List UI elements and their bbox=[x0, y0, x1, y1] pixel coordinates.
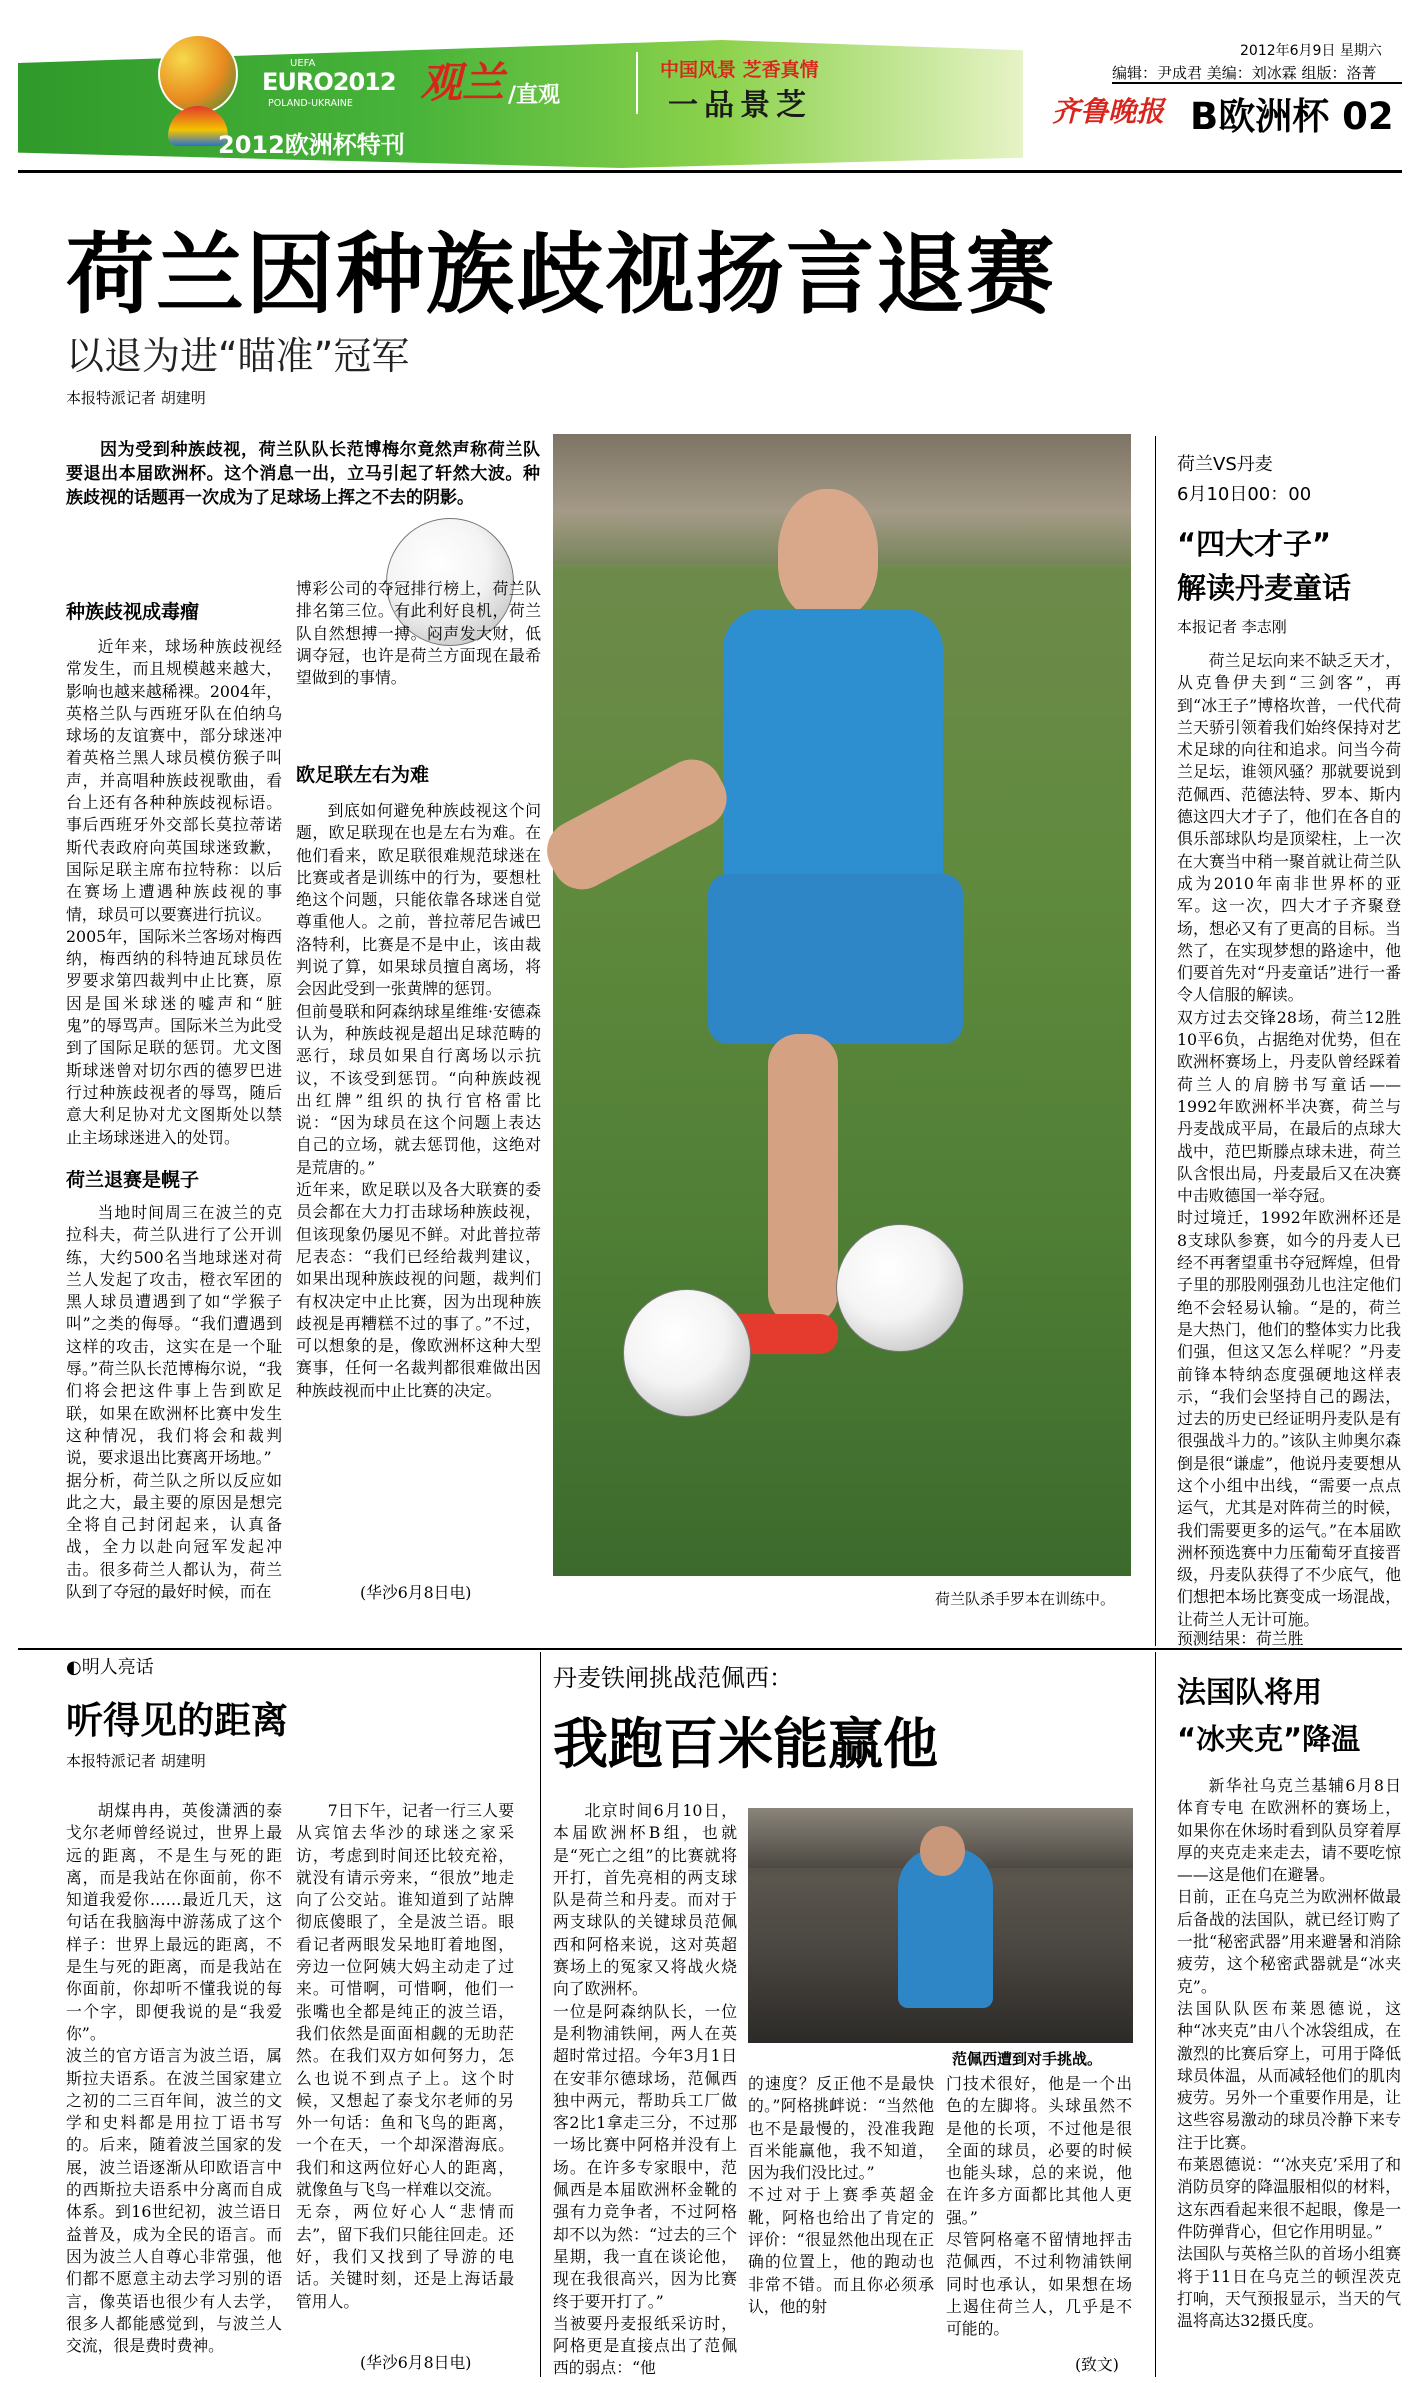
prediction: 预测结果：荷兰胜 bbox=[1177, 1629, 1304, 1648]
lead-source: (华沙6月8日电) bbox=[360, 1583, 472, 1602]
euro-trophy-icon bbox=[158, 34, 238, 114]
column-source: (华沙6月8日电) bbox=[360, 2353, 472, 2372]
player-leg-standing bbox=[768, 1034, 838, 1324]
euro-wordmark: EURO2012 bbox=[262, 68, 396, 96]
match-time: 6月10日00：00 bbox=[1177, 484, 1312, 505]
column-kicker-label: 明人亮话 bbox=[81, 1657, 154, 1678]
column-body-1: 胡煤冉冉，英俊潇洒的泰戈尔老师曾经说过，世界上最远的距离，不是生与死的距离，而是我站在你面前，你不知道我爱你……最近几天，这句话在我脑海中游荡成了这个样子：世界上最远的距离，不是生与死的距离，而是我站在你面前，你却听不懂我说的每一个字，即便我说的是“我爱你”。 波兰的官方语言为波兰语，属斯拉夫语系。在波兰国家建立之初的二三百年间，波兰的文学和史料都是用拉丁语书写的。后来，随着波兰国家的发展，波兰语逐渐从印欧语言中的西斯拉夫语系中分离而自成体系。到16世纪初，波兰语日益普及，成为全民的语言。而因为波兰人自尊心非常强，他们都不愿意主动去学习别的语言，像英语也很少有人去学，很多人都能感觉到，与波兰人交流，很是费时费神。 bbox=[66, 1801, 282, 2356]
right-title-1: “四大才子” bbox=[1177, 527, 1332, 561]
lead-subhead: 以退为进“瞄准”冠军 bbox=[66, 334, 410, 378]
section-label: B欧洲杯 02 bbox=[1190, 95, 1394, 138]
euro-subtitle: POLAND-UKRAINE bbox=[268, 98, 353, 109]
right-byline: 本报记者 李志刚 bbox=[1177, 618, 1287, 636]
center-column-2: 的速度？反正他不是最快的。”阿格挑衅说：“当然他也不是最慢的，没准我跑百米能赢他，我不知道，因为我们没比过。” 不过对于上赛季英超金靴，阿格也给出了肯定的评价：“很显然他出现在正确的位置上，他的跑动也非常不错。而且你必须承认，他的射 bbox=[748, 2074, 934, 2316]
ad-slogan: 中国风景 芝香真情 bbox=[660, 59, 819, 81]
center-column-1: 北京时间6月10日，本届欧洲杯B组，也就是“死亡之组”的比赛就将开打，首先亮相的两支球队是荷兰和丹麦。而对于两支球队的关键球员范佩西和阿格来说，这对英超赛场上的冤家又将战火烧向了欧洲杯。 一位是阿森纳队长，一位是利物浦铁闸，两人在英超时常过招。今年3月1日在安菲尔德球场，范佩西独中两元，帮助兵工厂做客2比1拿走三分，不过那一场比赛中阿格并没有上场。在许多专家眼中，范佩西是本届欧洲杯金靴的强有力竞争者，不过阿格却不以为然：“过去的三个星期，我一直在谈论他，现在我很高兴，因为比赛终于要开打了。” 当被要丹麦报纸采访时，阿格更是直接点出了范佩西的弱点：“他 bbox=[553, 1801, 737, 2378]
header-rule bbox=[1112, 82, 1402, 84]
right-column-rule bbox=[1155, 436, 1156, 1646]
header-divider bbox=[636, 52, 638, 114]
column-kicker bbox=[66, 1653, 154, 1679]
bulb-icon: ◐ bbox=[66, 1657, 82, 1678]
zhi-guan-title: /直观 bbox=[508, 83, 561, 108]
column-title: 听得见的距离 bbox=[66, 1699, 288, 1742]
van-persie-photo bbox=[748, 1808, 1133, 2043]
right-body: 荷兰足坛向来不缺乏天才，从克鲁伊夫到“三剑客”，再到“冰王子”博格坎普，一代代荷兰天骄引领着我们始终保持对艺术足球的向往和追求。问当今荷兰足坛，谁领风骚？那就要说到范佩西、范德法特、罗本、斯内德这四大才子了，他们在各自的俱乐部球队均是顶梁柱，上一次在大赛当中稍一聚首就让荷兰队成为2010年南非世界杯的亚军。这一次，四大才子齐聚登场，想必又有了更高的目标。当然了，在实现梦想的路途中，他们要首先对“丹麦童话”进行一番令人信服的解读。 双方过去交锋28场，荷兰12胜10平6负，占据绝对优势，但在欧洲杯赛场上，丹麦队曾经踩着荷兰人的肩膀书写童话——1992年欧洲杯半决赛，荷兰与丹麦战成平局，在最后的点球大战中，范巴斯滕点球未进，荷兰队含恨出局，丹麦最后又在决赛中击败德国一举夺冠。 时过境迁，1992年欧洲杯还是8支球队参赛，如今的丹麦人已经不再奢望重书夺冠辉煌，但骨子里的那股刚强劲儿也注定他们绝不会轻易认输。“是的，荷兰是大热门，他们的整体实力比我们强，但这又怎么样呢？”丹麦前锋本特纳态度强硬地这样表示，“我们会坚持自己的踢法，过去的历史已经证明丹麦队是有很强战斗力的。”该队主帅奥尔森倒是很“谦虚”，他说丹麦要想从这个小组中出线，“需要一点点运气，尤其是对阵荷兰的时候，我们需要更多的运气。”在本届欧洲杯预选赛中力压葡萄牙直接晋级，丹麦队获得了不少底气，他们想把本场比赛变成一场混战，让荷兰人无计可施。 bbox=[1177, 651, 1401, 1629]
player-shirt bbox=[723, 609, 943, 909]
lower-right-rule bbox=[1155, 1652, 1156, 2377]
france-body: 新华社乌克兰基辅6月8日体育专电 在欧洲杯的赛场上，如果你在休场时看到队员穿着厚厚的夹克走来走去，请不要吃惊——这是他们在避暑。 日前，正在乌克兰为欧洲杯做最后备战的法国队，就已经订购了一批“秘密武器”用来避暑和消除疲劳，这个秘密武器就是“冰夹克”。 法国队队医布莱恩德说，这种“冰夹克”由八个冰袋组成，在激烈的比赛后穿上，可用于降低球员体温，从而减轻他们的肌肉疲劳。另外一个重要作用是，让这些容易激动的球员冷静下来专注于比赛。 布莱恩德说：“‘冰夹克’采用了和消防员穿的降温服相似的材料，这东西看起来很不起眼，像是一件防弹背心，但它作用明显。” 法国队与英格兰队的首场小组赛将于11日在乌克兰的顿涅茨克打响，天气预报显示，当天的气温将高达32摄氏度。 bbox=[1177, 1776, 1401, 2331]
uefa-label: UEFA bbox=[290, 58, 316, 69]
right-title-2: 解读丹麦童话 bbox=[1177, 571, 1352, 605]
issue-date: 2012年6月9日 星期六 bbox=[1240, 43, 1382, 59]
lead-column-2b: 到底如何避免种族歧视这个问题，欧足联现在也是左右为难。在他们看来，欧足联很难规范球迷在比赛或者是训练中的行为，要想杜绝这个问题，只能依靠各球迷自觉尊重他人。之前，普拉蒂尼告诫巴洛特利，比赛是不是中止，该由裁判说了算，如果球员擅自离场，将会因此受到一张黄牌的惩罚。 但前曼联和阿森纳球星维维·安德森认为，种族歧视是超出足球范畴的恶行，球员如果自行离场以示抗议，不该受到惩罚。“向种族歧视出红牌”组织的执行官格雷比说：“因为球员在这个问题上表达自己的立场，就去惩罚他，这绝对是荒唐的。” 近年来，欧足联以及各大联赛的委员会都在大力打击球场种族歧视，但该现象仍屡见不鲜。对此普拉蒂尼表态：“我们已经给裁判建议，如果出现种族歧视的问题，裁判们有权决定中止比赛，因为出现种族歧视是再糟糕不过的事了。”不过，可以想象的是，像欧洲杯这种大型赛事，任何一名裁判都很难做出因种族歧视而中止比赛的决定。 bbox=[296, 801, 541, 1400]
subhead-uefa: 欧足联左右为难 bbox=[296, 764, 430, 786]
lead-column-2a: 博彩公司的夺冠排行榜上，荷兰队排名第三位。有此利好良机，荷兰队自然想搏一搏。闷声发大财，低调夺冠，也许是荷兰方面现在最希望做到的事情。 bbox=[296, 579, 541, 688]
editor-credits: 编辑：尹成君 美编：刘冰霖 组版：洛菁 bbox=[1112, 64, 1377, 82]
ball-right bbox=[836, 1224, 964, 1352]
center-photo-caption: 范佩西遭到对手挑战。 bbox=[952, 2050, 1103, 2068]
france-title-1: 法国队将用 bbox=[1177, 1675, 1323, 1709]
lead-intro: 因为受到种族歧视，荷兰队队长范博梅尔竟然声称荷兰队要退出本届欧洲杯。这个消息一出，立马引起了轩然大波。种族歧视的话题再一次成为了足球场上挥之不去的阴影。 bbox=[66, 440, 540, 508]
ad-brand: 一品景芝 bbox=[668, 88, 812, 123]
lead-byline: 本报特派记者 胡建明 bbox=[66, 389, 206, 407]
column-body-2: 7日下午，记者一行三人要从宾馆去华沙的球迷之家采访，考虑到时间还比较充裕，就没有请示旁来，“很放”地走向了公交站。谁知道到了站牌彻底傻眼了，全是波兰语。眼看记者两眼发呆地盯着地图，旁边一位阿姨大妈主动走了过来。可惜啊，可惜啊，他们一张嘴也全都是纯正的波兰语，我们依然是面面相觑的无助茫然。在我们双方如何努力，怎么也说不到点子上。这个时候，又想起了泰戈尔老师的另外一句话：鱼和飞鸟的距离，一个在天，一个却深潜海底。我们和这两位好心人的距离，就像鱼与飞鸟一样难以交流。 无奈，两位好心人“悲情而去”，留下我们只能往回走。还好，我们又找到了导游的电话。关键时刻，还是上海话最管用人。 bbox=[296, 1801, 514, 2311]
player-head bbox=[778, 489, 878, 619]
ball-left bbox=[623, 1289, 751, 1417]
lead-headline: 荷兰因种族歧视扬言退赛 bbox=[66, 223, 1057, 326]
player-leg-raised bbox=[537, 749, 738, 900]
main-photo-caption: 荷兰队杀手罗本在训练中。 bbox=[935, 1590, 1116, 1608]
subhead-withdraw: 荷兰退赛是幌子 bbox=[66, 1169, 200, 1191]
player-head-2 bbox=[920, 1826, 965, 1876]
guan-lan-title: 观兰 bbox=[420, 58, 505, 107]
lead-column-1b: 当地时间周三在波兰的克拉科夫，荷兰队进行了公开训练，大约500名当地球迷对荷兰人发起了攻击，橙衣军团的黑人球员遭遇到了如“学猴子叫”之类的侮辱。“我们遭遇到这样的攻击，这实在是一个耻辱。”荷兰队长范博梅尔说，“我们将会把这件事上告到欧足联，如果在欧洲杯比赛中发生这种情况，我们将会和裁判说，要求退出比赛离开场地。” 据分析，荷兰队之所以反应如此之大，最主要的原因是想完全将自己封闭起来，认真备战，全力以赴向冠军发起冲击。很多荷兰人都认为，荷兰队到了夺冠的最好时候，而在 bbox=[66, 1203, 282, 1602]
masthead-rule bbox=[18, 170, 1402, 173]
center-column-3: 门技术很好，他是一个出色的左脚将。头球虽然不是他的长项，不过他是很全面的球员，必要的时候也能头球，总的来说，他在许多方面都比其他人更强。” 尽管阿格毫不留情地抨击范佩西，不过利物浦铁闸同时也承认，如果想在场上遏住荷兰人，几乎是不可能的。 bbox=[946, 2074, 1132, 2339]
player-shorts bbox=[708, 874, 963, 1044]
lead-column-1: 近年来，球场种族歧视经常发生，而且规模越来越大，影响也越来越稀裸。2004年，英格兰队与西班牙队在伯纳乌球场的友谊赛中，部分球迷冲着英格兰黑人球员模仿猴子叫声，并高唱种族歧视歌曲，看台上还有各种种族歧视标语。事后西班牙外交部长莫拉蒂诺斯代表政府向英国球迷致歉，国际足联主席布拉特称：以后在赛场上遭遇种族歧视的事情，球员可以要赛进行抗议。 2005年，国际米兰客场对梅西纳，梅西纳的科特迪瓦球员佐罗要求第四裁判中止比赛，原因是国米球迷的嘘声和“脏鬼”的辱骂声。国际米兰为此受到了国际足联的惩罚。尤文图斯球迷曾对切尔西的德罗巴进行过种族歧视者的辱骂，随后意大利足协对尤文图斯处以禁止主场球迷进入的处罚。 bbox=[66, 637, 282, 1147]
lower-section-rule bbox=[18, 1648, 1402, 1650]
match-kicker: 荷兰VS丹麦 bbox=[1177, 454, 1273, 475]
center-kicker: 丹麦铁闸挑战范佩西： bbox=[553, 1664, 793, 1692]
paper-name: 齐鲁晚报 bbox=[1052, 95, 1165, 128]
column-byline: 本报特派记者 胡建明 bbox=[66, 1752, 206, 1770]
center-title: 我跑百米能赢他 bbox=[553, 1712, 939, 1776]
subhead-racism: 种族歧视成毒瘤 bbox=[66, 601, 200, 623]
france-title-2: “冰夹克”降温 bbox=[1177, 1722, 1361, 1756]
special-edition-label: 2012欧洲杯特刊 bbox=[218, 131, 405, 159]
robben-training-photo bbox=[553, 434, 1131, 1576]
center-source: (致文) bbox=[1075, 2355, 1119, 2374]
lower-left-rule bbox=[540, 1652, 541, 2377]
